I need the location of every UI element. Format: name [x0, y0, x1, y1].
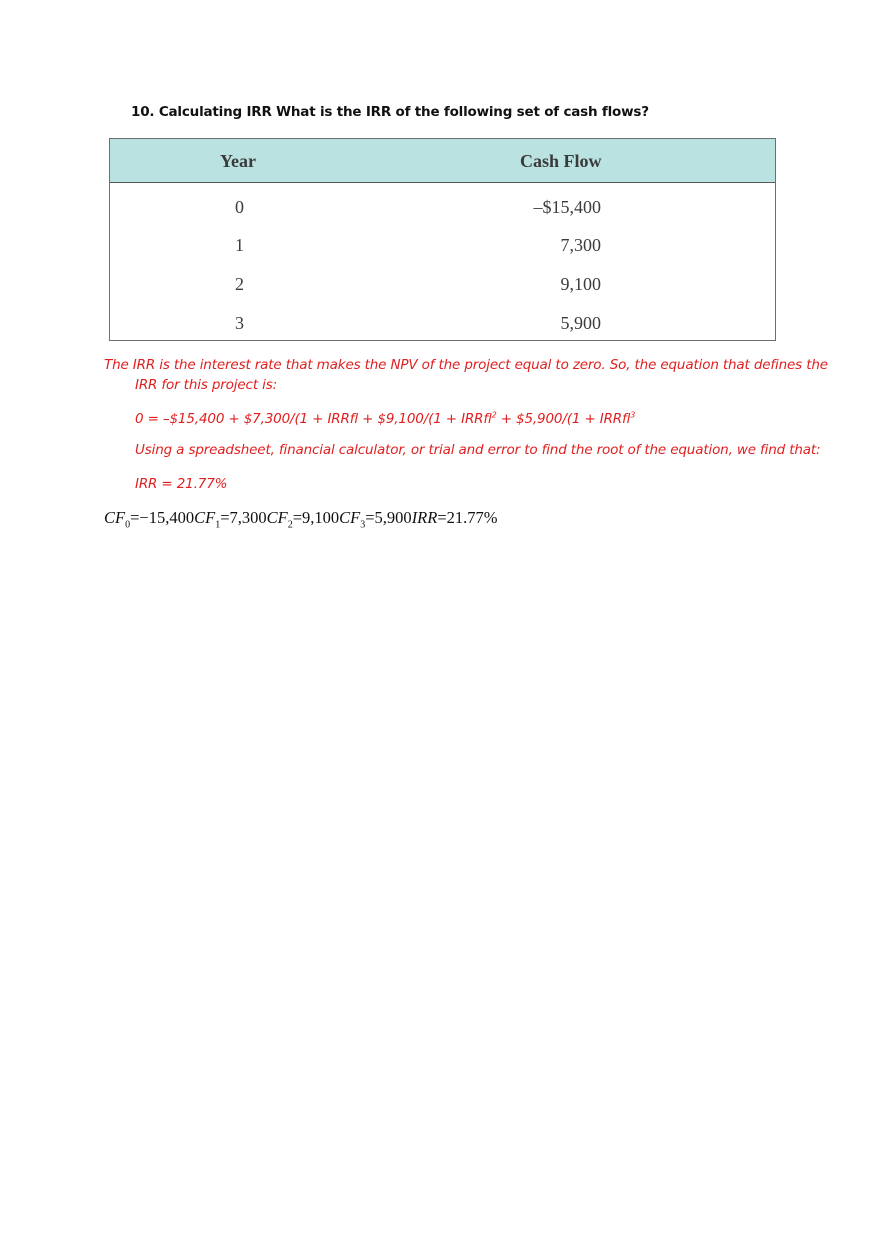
column-header-year: Year: [220, 151, 256, 171]
cash-flow-cell: 9,100: [560, 274, 601, 294]
irr-equation: [135, 411, 635, 427]
year-cell: 2: [235, 274, 244, 294]
equation-part2: + $5,900/(1 + IRRfl: [496, 411, 631, 427]
table-row: [110, 187, 775, 225]
equation-exponent-3: 3: [630, 410, 636, 420]
cf1-symbol: CF: [194, 508, 216, 527]
question-heading: 10. Calculating IRR What is the IRR of the following set of cash flows?: [131, 104, 649, 120]
answer-intro-line2: IRR for this project is:: [135, 377, 277, 393]
cash-flow-cell: –$15,400: [533, 197, 601, 217]
cf0-symbol: CF: [104, 508, 126, 527]
cash-flow-cell: 5,900: [560, 313, 601, 333]
year-cell: 3: [235, 313, 244, 333]
solution-method: Using a spreadsheet, financial calculator, or trial and error to find the root of the equation, we find that:: [135, 442, 821, 458]
equation-exponent-2: 2: [491, 410, 497, 420]
cf1-subscript: 1: [215, 519, 221, 531]
irr-symbol: IRR: [411, 508, 438, 527]
table-row: [110, 264, 775, 302]
cf3-symbol: CF: [339, 508, 361, 527]
cf0-value: =−15,400: [130, 508, 195, 527]
table-row: [110, 225, 775, 263]
table-row: [110, 303, 775, 341]
cf2-subscript: 2: [287, 519, 293, 531]
cash-flow-cell: 7,300: [560, 235, 601, 255]
cash-flow-formula: [104, 508, 498, 531]
table-header: [110, 139, 775, 183]
year-cell: 1: [235, 235, 244, 255]
cf2-value: =9,100: [292, 508, 340, 527]
irr-result: IRR = 21.77%: [135, 476, 228, 492]
cf1-value: =7,300: [220, 508, 267, 527]
cf3-value: =5,900: [365, 508, 412, 527]
cf0-subscript: 0: [125, 519, 131, 531]
equation-part1: 0 = –$15,400 + $7,300/(1 + IRRfl + $9,100/(1 + IRRfl: [135, 411, 492, 427]
year-cell: 0: [235, 197, 244, 217]
irr-value: =21.77%: [437, 508, 498, 527]
cf2-symbol: CF: [266, 508, 288, 527]
column-header-cash-flow: Cash Flow: [520, 151, 602, 171]
cash-flow-table: [109, 138, 776, 341]
cf3-subscript: 3: [360, 519, 366, 531]
answer-intro-line1: The IRR is the interest rate that makes the NPV of the project equal to zero. So, the equation that defines the: [104, 357, 828, 373]
